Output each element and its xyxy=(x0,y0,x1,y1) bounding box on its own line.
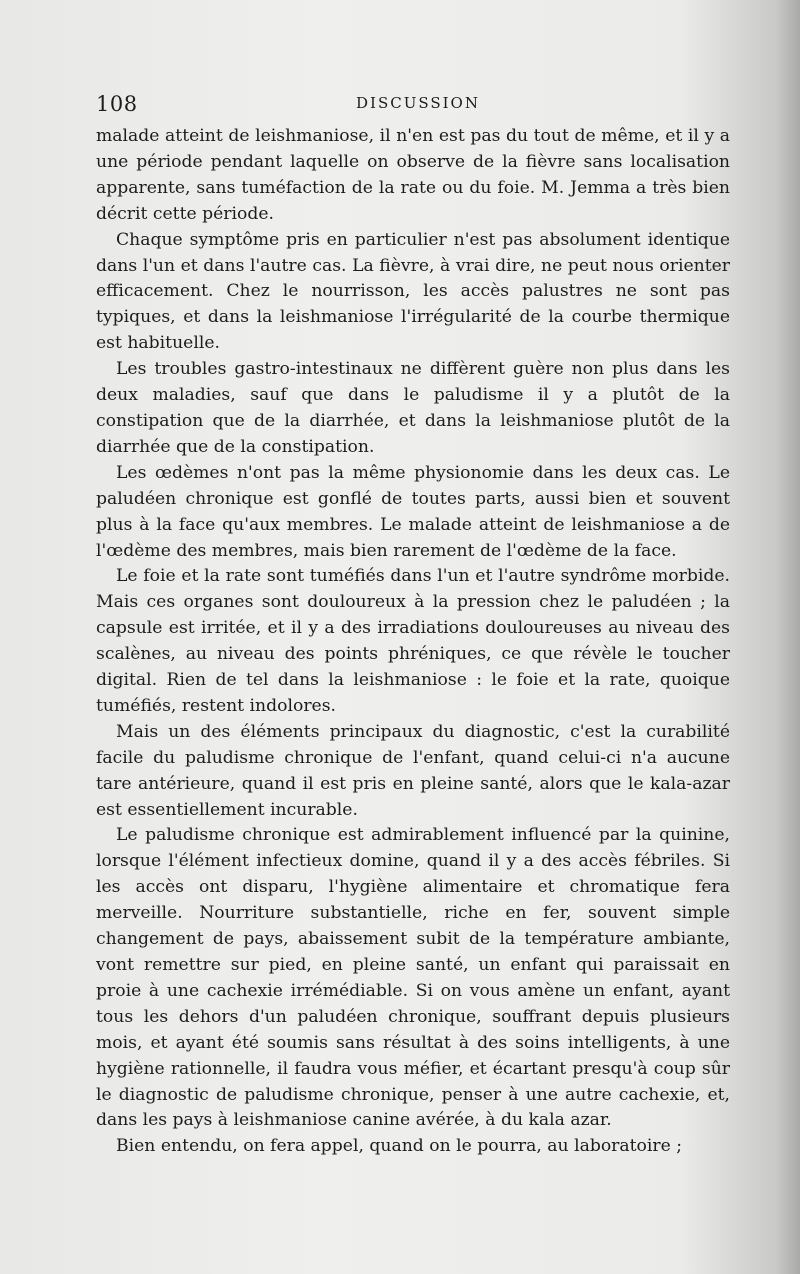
paragraph: Bien entendu, on fera appel, quand on le pourra, au laboratoire ; xyxy=(116,1136,683,1157)
paragraph: malade atteint de leishmaniose, il n'en est pas du tout de même, et il y a une période pendant laquelle on observe de la fièvre sans localisation apparente, sans tuméfaction de la rate ou du foie. M. Jemma a très bien décrit cette période. xyxy=(96,126,730,224)
paragraph: Le foie et la rate sont tuméfiés dans l'un et l'autre syndrôme morbide. Mais ces organes sont douloureux à la pression chez le paludéen ; la capsule est irritée, et il y a des irradiations douloureuses au niveau des scalènes, au niveau des points phréniques, ce que révèle le toucher digital. Rien de tel dans la leishmaniose : le foie et la rate, quoique tuméfiés, restent indolores. xyxy=(96,566,730,716)
page-number: 108 xyxy=(96,92,138,116)
paragraph: Chaque symptôme pris en particulier n'est pas absolument identique dans l'un et dans l'autre cas. La fièvre, à vrai dire, ne peut nous orienter efficacement. Chez le nourrisson, les accès palustres ne sont pas typiques, et dans la leishmaniose l'irrégularité de la courbe thermique est habituelle. xyxy=(96,229,730,354)
paragraph: Les œdèmes n'ont pas la même physionomie dans les deux cas. Le paludéen chronique est gonflé de toutes parts, aussi bien et souvent plus à la face qu'aux membres. Le malade atteint de leishmaniose a de l'œdème des membres, mais bien rarement de l'œdème de la face. xyxy=(96,462,730,561)
paragraph: Mais un des éléments principaux du diagnostic, c'est la curabilité facile du paludisme chronique de l'enfant, quand celui-ci n'a aucune tare antérieure, quand il est pris en pleine santé, alors que le kala-azar est essentiellement incurable. xyxy=(96,721,730,820)
paragraph: Les troubles gastro-intestinaux ne diffèrent guère non plus dans les deux maladies, sauf que dans le paludisme il y a plutôt de la constipation que de la diarrhée, et dans la leishmaniose plutôt de la diarrhée que de la constipation. xyxy=(96,359,730,457)
body-text xyxy=(96,124,730,1160)
paragraph: Le paludisme chronique est admirablement influencé par la quinine, lorsque l'élément infectieux domine, quand il y a des accès fébriles. Si les accès ont disparu, l'hygiène alimentaire et chromatique fera merveille. Nourriture substantielle, riche en fer, souvent simple changement de pays, abaissement subit de la température ambiante, vont remettre sur pied, en pleine santé, un enfant qui paraissait en proie à une cachexie irrémédiable. Si on vous amène un enfant, ayant tous les dehors d'un paludéen chronique, souffrant depuis plusieurs mois, et ayant été soumis sans résultat à des soins intelligents, à une hygiène rationnelle, il faudra vous méfier, et écartant presqu'à coup sûr le diagnostic de paludisme chronique, penser à une autre cachexie, et, dans les pays à leishmaniose canine avérée, à du kala azar. xyxy=(96,825,730,1131)
running-title: DISCUSSION xyxy=(356,94,480,112)
page-header xyxy=(96,92,730,118)
